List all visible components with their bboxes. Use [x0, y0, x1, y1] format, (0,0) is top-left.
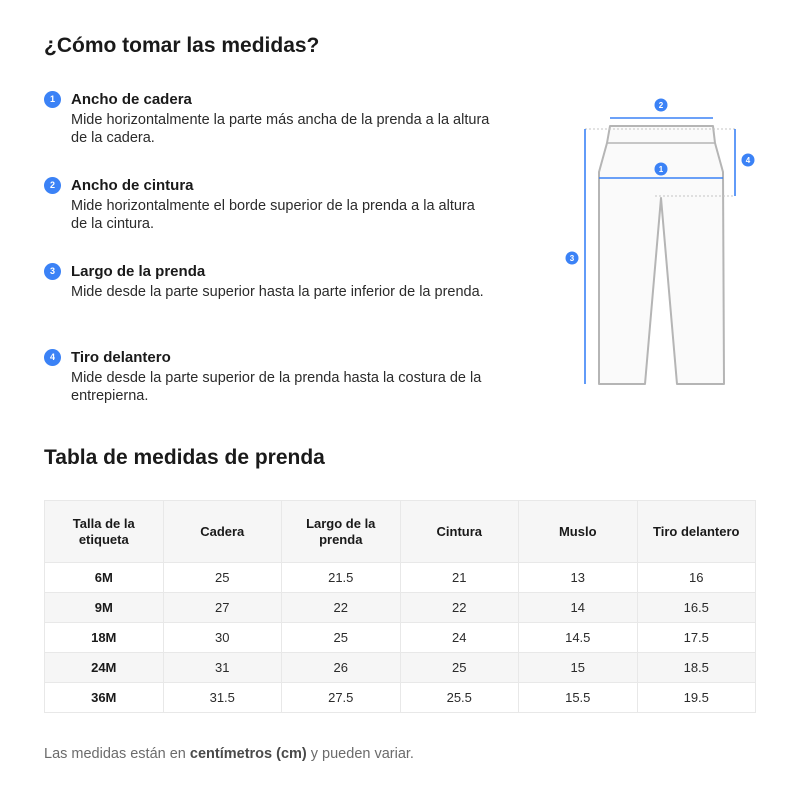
- table-cell: 22: [400, 593, 519, 623]
- table-row: [45, 563, 756, 593]
- table-cell: 13: [519, 563, 638, 593]
- header-hip: Cadera: [163, 501, 282, 563]
- marker-2-label: 2: [658, 101, 664, 110]
- step-description: Mide desde la parte superior hasta la parte inferior de la prenda.: [71, 284, 484, 300]
- marker-3-label: 3: [569, 254, 575, 263]
- page-title: ¿Cómo tomar las medidas?: [44, 34, 320, 57]
- table-cell: 15.5: [519, 683, 638, 713]
- step-waist-width: [44, 176, 494, 262]
- step-garment-length: [44, 262, 494, 348]
- table-cell: 25: [163, 563, 282, 593]
- table-cell: 27.5: [282, 683, 401, 713]
- table-row: [45, 593, 756, 623]
- table-cell: 30: [163, 623, 282, 653]
- step-front-rise: [44, 348, 494, 434]
- table-cell: 16: [637, 563, 756, 593]
- table-cell: 19.5: [637, 683, 756, 713]
- step-number-badge: 4: [44, 349, 61, 366]
- table-row: [45, 653, 756, 683]
- table-cell: 21.5: [282, 563, 401, 593]
- footnote-unit: centímetros (cm): [189, 746, 307, 762]
- table-cell: 25.5: [400, 683, 519, 713]
- header-length: Largo de la prenda: [282, 501, 401, 563]
- table-row: [45, 683, 756, 713]
- table-cell: 36M: [45, 683, 164, 713]
- table-cell: 6M: [45, 563, 164, 593]
- step-number-badge: 2: [44, 177, 61, 194]
- table-cell: 22: [282, 593, 401, 623]
- step-title: Ancho de cintura: [71, 176, 194, 194]
- header-front-rise: Tiro delantero: [637, 501, 756, 563]
- step-title: Tiro delantero: [71, 348, 171, 366]
- table-cell: 15: [519, 653, 638, 683]
- table-cell: 27: [163, 593, 282, 623]
- step-description: Mide horizontalmente la parte más ancha de la prenda a la altura de la cadera.: [71, 112, 490, 146]
- table-cell: 26: [282, 653, 401, 683]
- step-number-badge: 1: [44, 91, 61, 108]
- marker-4-label: 4: [745, 156, 751, 165]
- step-number-badge: 3: [44, 263, 61, 280]
- footnote: [44, 746, 414, 762]
- header-waist: Cintura: [400, 501, 519, 563]
- footnote-prefix: Las medidas están en: [44, 746, 190, 762]
- size-table: [44, 500, 756, 713]
- table-row: [45, 623, 756, 653]
- step-title: Ancho de cadera: [71, 90, 192, 108]
- table-cell: 24M: [45, 653, 164, 683]
- table-cell: 31: [163, 653, 282, 683]
- table-header-row: [45, 501, 756, 563]
- pants-measurement-icon: [555, 92, 765, 392]
- table-cell: 9M: [45, 593, 164, 623]
- table-cell: 18.5: [637, 653, 756, 683]
- table-cell: 18M: [45, 623, 164, 653]
- step-hip-width: [44, 90, 494, 176]
- table-cell: 16.5: [637, 593, 756, 623]
- size-table-title: Tabla de medidas de prenda: [44, 446, 325, 469]
- marker-1-label: 1: [658, 165, 664, 174]
- table-cell: 14: [519, 593, 638, 623]
- step-description: Mide horizontalmente el borde superior de la prenda a la altura de la cintura.: [71, 198, 475, 232]
- step-title: Largo de la prenda: [71, 262, 206, 280]
- table-cell: 14.5: [519, 623, 638, 653]
- table-cell: 31.5: [163, 683, 282, 713]
- footnote-suffix: y pueden variar.: [306, 746, 414, 762]
- table-cell: 25: [282, 623, 401, 653]
- step-description: Mide desde la parte superior de la prenda hasta la costura de la entrepierna.: [71, 370, 482, 404]
- header-size-label: Talla de la etiqueta: [45, 501, 164, 563]
- measurement-steps: [44, 90, 494, 434]
- table-cell: 25: [400, 653, 519, 683]
- header-thigh: Muslo: [519, 501, 638, 563]
- table-cell: 17.5: [637, 623, 756, 653]
- table-cell: 21: [400, 563, 519, 593]
- table-cell: 24: [400, 623, 519, 653]
